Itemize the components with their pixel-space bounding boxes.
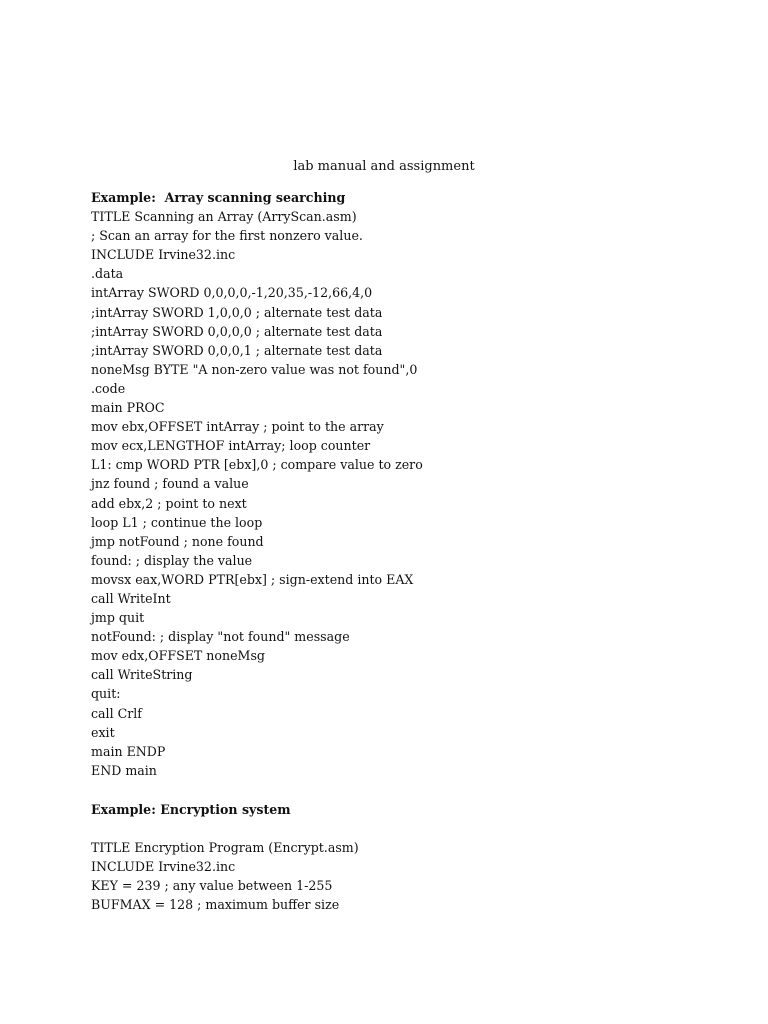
code-line: jmp quit — [91, 610, 145, 626]
code-line: END main — [91, 762, 157, 778]
code-line: .code — [91, 380, 126, 396]
code-line: mov ebx,OFFSET intArray ; point to the array — [91, 419, 384, 435]
code-line: main ENDP — [91, 743, 166, 759]
code-line: mov ecx,LENGTHOF intArray; loop counter — [91, 438, 371, 454]
code-line: ;intArray SWORD 0,0,0,1 ; alternate test data — [91, 342, 383, 358]
code-line: call Crlf — [91, 705, 142, 721]
code-line: INCLUDE Irvine32.inc — [91, 247, 236, 263]
code-line: quit: — [91, 686, 121, 702]
code-line: mov edx,OFFSET noneMsg — [91, 648, 265, 664]
code-line: loop L1 ; continue the loop — [91, 514, 263, 530]
code-line: ;intArray SWORD 1,0,0,0 ; alternate test data — [91, 304, 383, 320]
code-line: BUFMAX = 128 ; maximum buffer size — [91, 897, 340, 913]
code-line: KEY = 239 ; any value between 1-255 — [91, 878, 333, 894]
code-line: jmp notFound ; none found — [91, 533, 264, 549]
code-line: ;intArray SWORD 0,0,0,0 ; alternate test data — [91, 323, 383, 339]
code-line: L1: cmp WORD PTR [ebx],0 ; compare value to zero — [91, 457, 423, 473]
code-line: movsx eax,WORD PTR[ebx] ; sign-extend into EAX — [91, 571, 414, 587]
page-title: lab manual and assignment — [293, 159, 475, 174]
code-line: call WriteString — [91, 667, 193, 683]
section-heading: Example: Array scanning searching — [91, 190, 346, 205]
code-line: notFound: ; display "not found" message — [91, 629, 350, 645]
code-line: exit — [91, 724, 115, 740]
code-line: jnz found ; found a value — [91, 476, 249, 492]
code-line: intArray SWORD 0,0,0,0,-1,20,35,-12,66,4,0 — [91, 285, 373, 301]
code-line: ; Scan an array for the first nonzero value. — [91, 228, 363, 244]
code-line: noneMsg BYTE "A non-zero value was not found",0 — [91, 361, 418, 377]
blank-line — [91, 819, 731, 838]
code-line: INCLUDE Irvine32.inc — [91, 859, 236, 875]
code-line: add ebx,2 ; point to next — [91, 495, 247, 511]
code-line: TITLE Encryption Program (Encrypt.asm) — [91, 840, 359, 856]
code-line: main PROC — [91, 400, 165, 416]
code-line: found: ; display the value — [91, 552, 253, 568]
array-scan-example — [91, 188, 731, 780]
encryption-example — [91, 800, 731, 915]
section-heading: Example: Encryption system — [91, 802, 291, 817]
code-line: TITLE Scanning an Array (ArryScan.asm) — [91, 209, 357, 225]
code-line: call WriteInt — [91, 590, 171, 606]
code-line: .data — [91, 266, 124, 282]
